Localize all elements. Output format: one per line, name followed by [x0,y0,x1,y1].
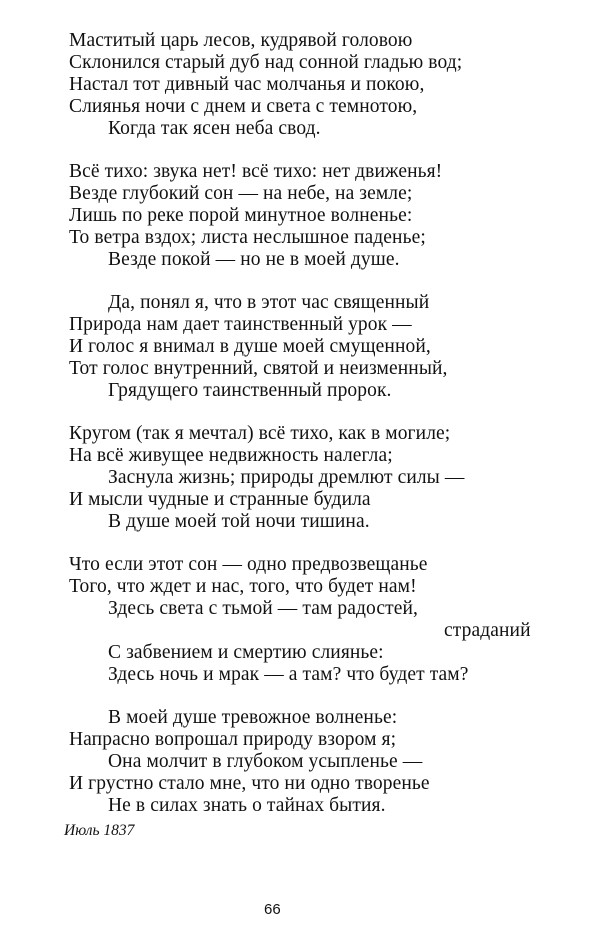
poem-line: Здесь света с тьмой — там радостей, [108,598,419,619]
poem-line: Напрасно вопрошал природу взором я; [69,729,397,750]
poem-line: Здесь ночь и мрак — а там? что будет там? [108,664,469,685]
poem-line: Кругом (так я мечтал) всё тихо, как в могиле; [69,423,451,444]
poem-line: Что если этот сон — одно предвозвещанье [69,554,428,575]
poem-line: Да, понял я, что в этот час священный [108,292,430,313]
poem-date: Июль 1837 [64,822,135,839]
poem-line: Настал тот дивный час молчанья и покою, [69,74,425,95]
poem-line: Природа нам дает таинственный урок — [69,314,412,335]
poem-line: Лишь по реке порой минутное волненье: [69,205,413,226]
poem-line: Того, что ждет и нас, того, что будет нам! [69,576,417,597]
poem-line: Она молчит в глубоком усыпленье — [108,751,423,772]
poem-line: Тот голос внутренний, святой и неизменный, [69,358,448,379]
poem-line: Всё тихо: звука нет! всё тихо: нет движенья! [69,161,443,182]
poem-line: Грядущего таинственный пророк. [108,380,392,401]
poem-line: Маститый царь лесов, кудрявой головою [69,30,413,51]
poem-line: Везде покой — но не в моей душе. [108,249,400,270]
poem-line: То ветра вздох; листа неслышное паденье; [69,227,426,248]
poem-line: Везде глубокий сон — на небе, на земле; [69,183,413,204]
poem-line: На всё живущее недвижность налегла; [69,445,393,466]
poem-line: Не в силах знать о тайнах бытия. [108,795,386,816]
poem-line: И мысли чудные и странные будила [69,489,371,510]
poem-line-continuation: страданий [444,620,531,641]
poem-line: С забвением и смертию слиянье: [108,642,384,663]
poem-line: И грустно стало мне, что ни одно творенье [69,773,430,794]
poem-line: В моей душе тревожное волненье: [108,707,398,728]
poem-line: Слиянья ночи с днем и света с темнотою, [69,96,418,117]
poem-line: Склонился старый дуб над сонной гладью вод; [69,52,463,73]
poem-line: И голос я внимал в душе моей смущенной, [69,336,431,357]
poem-line: Заснула жизнь; природы дремлют силы — [108,467,465,488]
page-number: 66 [264,901,281,918]
poem-line: Когда так ясен неба свод. [108,118,321,139]
poem-line: В душе моей той ночи тишина. [108,511,370,532]
